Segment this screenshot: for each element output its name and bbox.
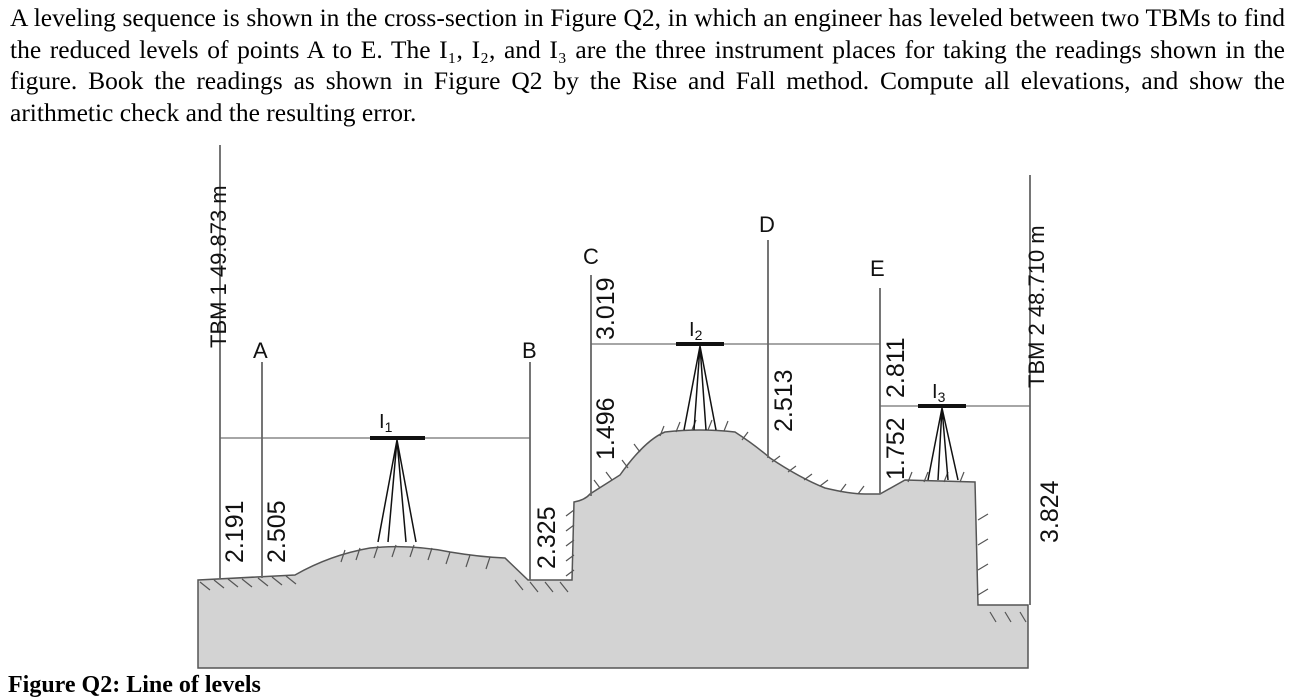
reading-change-point2-backsight: 1.752	[882, 417, 910, 480]
instrument-i3	[918, 406, 966, 480]
point-b-label: B	[522, 338, 537, 363]
reading-a: 2.505	[263, 500, 291, 563]
reading-tbm1-backsight: 2.191	[221, 500, 249, 563]
point-e-label: E	[870, 256, 885, 281]
instrument-i2-label: $I_2$	[689, 319, 703, 343]
instrument-i2	[676, 344, 724, 430]
reading-b: 2.325	[533, 506, 561, 569]
point-a-label: A	[253, 338, 268, 363]
reading-change-point-foresight: 1.496	[592, 397, 620, 460]
reading-e: 2.811	[882, 337, 910, 398]
tbm1-label: TBM 1 49.873 m	[206, 185, 231, 348]
instrument-i1-label: $I_1$	[379, 411, 393, 435]
figure-caption: Figure Q2: Line of levels	[8, 672, 261, 698]
reading-tbm2-foresight: 3.824	[1036, 480, 1064, 543]
reading-c: 3.019	[592, 277, 620, 340]
point-d-label: D	[759, 212, 775, 237]
point-c-label: C	[583, 244, 599, 269]
tbm2-label: TBM 2 48.710 m	[1024, 225, 1049, 388]
instrument-i1	[370, 438, 425, 542]
instrument-i3-label: $I_3$	[932, 381, 946, 405]
question-text: A leveling sequence is shown in the cross-section in Figure Q2, in which an engineer has leveled between two TBMs to find the reduced levels of points A to E. The I₁, I₂, and I₃ are the three instrument places for taking the readings shown in the figure. Book the readings as shown in Figure Q2 by the Rise and Fall method. Compute all elevations, and show the arithmetic check and the resulting error.	[10, 3, 1285, 127]
reading-d: 2.513	[770, 369, 798, 432]
